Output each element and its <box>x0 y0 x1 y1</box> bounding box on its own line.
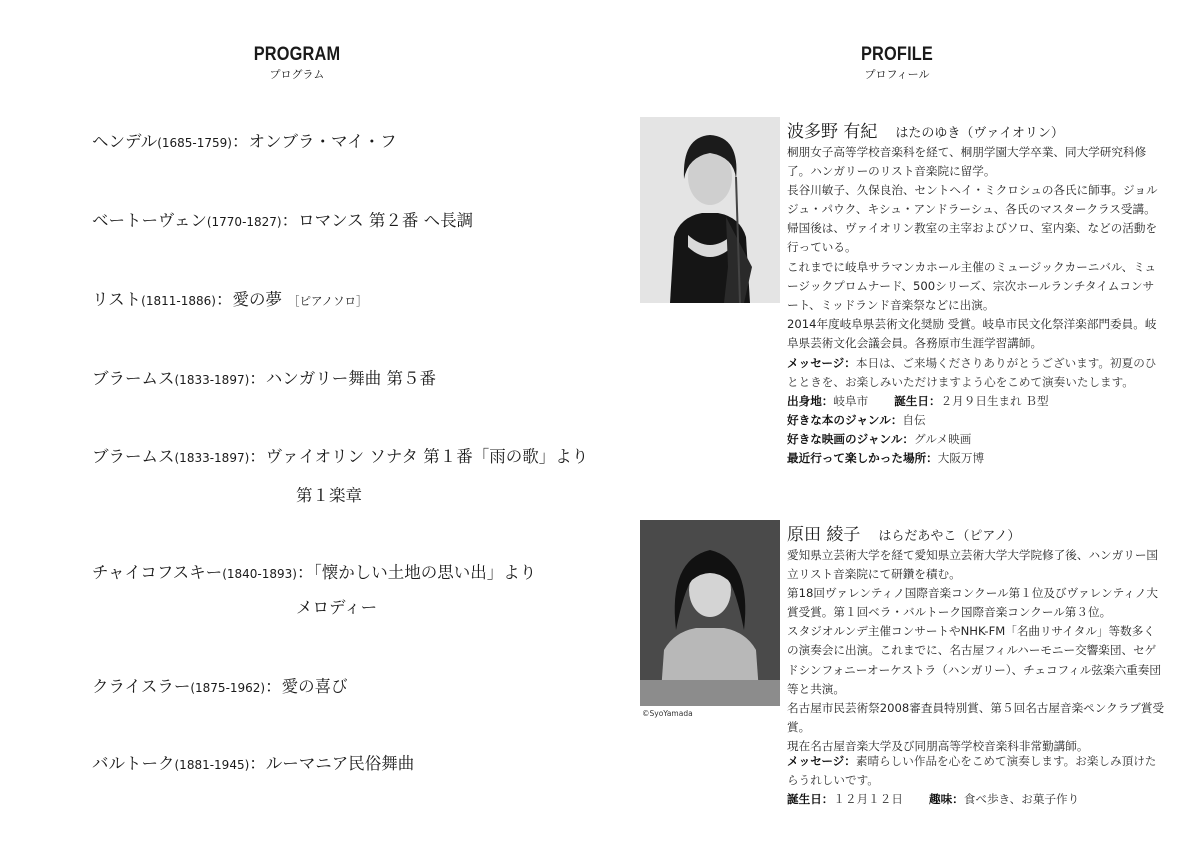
program-item <box>92 286 368 310</box>
fact-label: 誕生日： <box>894 394 941 409</box>
message-text: 素晴らしい作品を心をこめて演奏します。お楽しみ頂けたらうれしいです。 <box>787 754 1157 788</box>
program-item <box>92 365 436 389</box>
bio-paragraph: 愛知県立芸術大学を経て愛知県立芸術大学大学院修了後、ハンガリー国立リスト音楽院にて研鑽を積む。 <box>787 548 1159 582</box>
composer: バルトーク <box>92 754 175 773</box>
performer-facts <box>787 354 1165 469</box>
composer: ブラームス <box>92 369 175 388</box>
piece-title: ：「懐かしい土地の思い出」より <box>296 563 537 582</box>
composer-years: (1840-1893) <box>222 567 297 581</box>
performer-name: 原田 綾子 <box>787 525 861 545</box>
performer-reading: はらだあやこ（ピアノ） <box>878 529 1021 544</box>
performer-facts <box>787 752 1165 809</box>
program-item <box>92 128 397 152</box>
fact-row <box>787 411 1165 430</box>
fact-value: 食べ歩き、お菓子作り <box>963 792 1080 807</box>
fact-value: グルメ映画 <box>914 432 972 447</box>
program-heading-ja: プログラム <box>269 68 325 81</box>
fact-label: 好きな映画のジャンル： <box>787 432 915 447</box>
piece-continuation: メロディー <box>296 598 378 617</box>
photo-credit: ©SyoYamada <box>642 709 693 718</box>
profile-heading <box>797 44 997 82</box>
bio-paragraph: 桐朋女子高等学校音楽科を経て、桐朋学園大学卒業、同大学研究科修了。ハンガリーのリスト音楽院に留学。 <box>787 145 1147 179</box>
composer-years: (1881-1945) <box>174 758 250 772</box>
composer-years: (1875-1962) <box>190 681 266 695</box>
performer-bio <box>787 143 1165 353</box>
composer: ブラームス <box>92 447 175 466</box>
fact-label: 好きな本のジャンル： <box>787 413 903 428</box>
performer-bio <box>787 546 1165 756</box>
program-item <box>92 673 348 697</box>
fact-row <box>787 790 1165 809</box>
program-heading <box>197 44 397 82</box>
fact-label: 最近行って楽しかった場所： <box>787 451 938 466</box>
pianist-portrait-icon <box>640 520 780 706</box>
bio-paragraph: スタジオルンデ主催コンサートやNHK-FM「名曲リサイタル」等数多くの演奏会に出演。これまでに、名古屋フィルハーモニー交響楽団、セゲドシンフォニーオーケストラ（ハンガリー）、チェコフィル弦楽六重奏団等と共演。 <box>787 624 1161 696</box>
profile-heading-ja: プロフィール <box>864 68 930 81</box>
composer: クライスラー <box>92 677 191 696</box>
violinist-portrait-icon <box>640 117 780 303</box>
bio-paragraph: 帰国後は、ヴァイオリン教室の主宰およびソロ、室内楽、などの活動を行っている。 <box>787 221 1158 255</box>
profile-name <box>787 117 1064 142</box>
bio-paragraph: 長谷川敏子、久保良治、セントヘイ・ミクロシュの各氏に師事。ジョルジュ・パウク、キシュ・アンドラーシュ、各氏のマスタークラス受講。 <box>787 183 1158 217</box>
program-heading-en: PROGRAM <box>253 44 341 65</box>
bio-paragraph: 現在名古屋音楽大学及び同朋高等学校音楽科非常勤講師。 <box>787 738 1089 753</box>
violinist-photo <box>640 117 780 303</box>
fact-value: 自伝 <box>902 413 926 428</box>
message-label: メッセージ： <box>787 356 856 370</box>
composer: チャイコフスキー <box>92 563 223 582</box>
composer-years: (1685-1759) <box>157 136 232 150</box>
composer: リスト <box>92 290 142 309</box>
composer: ベートーヴェン <box>92 211 207 230</box>
composer-years: (1770-1827) <box>206 215 282 229</box>
piece-title: ：ハンガリー舞曲 第５番 <box>249 369 437 388</box>
fact-label: 出身地： <box>787 394 834 409</box>
message <box>787 354 1165 392</box>
bio-paragraph: これまでに岐阜サラマンカホール主催のミュージックカーニバル、ミュージックプロムナード、500シリーズ、宗次ホールランチタイムコンサート、ミッドランド音楽祭などに出演。 <box>787 259 1157 312</box>
composer: ヘンデル <box>92 132 158 151</box>
fact-label: 趣味： <box>928 792 964 807</box>
program-item <box>92 750 414 774</box>
bio-paragraph: 2014年度岐阜県芸術文化奨励 受賞。岐阜市民文化祭洋楽部門委員。岐阜県芸術文化会議会員。各務原市生涯学習講師。 <box>787 316 1157 350</box>
fact-value: 大阪万博 <box>937 451 985 466</box>
piece-title: ：愛の喜び <box>265 677 348 696</box>
pianist-photo <box>640 520 780 706</box>
piece-title: ：ルーマニア民俗舞曲 <box>249 754 415 773</box>
message-label: メッセージ： <box>787 754 856 768</box>
bio-paragraph: 第18回ヴァレンティノ国際音楽コンクール第１位及びヴァレンティノ大賞受賞。第１回ベラ・バルトーク国際音楽コンクール第３位。 <box>787 586 1159 620</box>
composer-years: (1833-1897) <box>174 373 250 387</box>
performer-reading: はたのゆき（ヴァイオリン） <box>895 126 1064 141</box>
piece-note: ［ピアノソロ］ <box>287 294 368 308</box>
fact-value: １２月１２日 <box>833 792 903 807</box>
piece-title: ：ヴァイオリン ソナタ 第１番「雨の歌」より <box>249 447 589 466</box>
fact-value: 岐阜市 <box>833 394 869 409</box>
profile-name <box>787 520 1020 545</box>
piece-title: ：オンブラ・マイ・フ <box>231 132 397 151</box>
message-text: 本日は、ご来場くださりありがとうございます。初夏のひとときを、お楽しみいただけますよう心をこめて演奏いたします。 <box>787 356 1157 390</box>
fact-row <box>787 392 1165 411</box>
program-item <box>92 207 473 231</box>
fact-label: 誕生日： <box>787 792 834 807</box>
piece-title: ：ロマンス 第２番 ヘ長調 <box>281 211 474 230</box>
fact-value: ２月９日生まれ Ｂ型 <box>940 394 1049 409</box>
piece-title: ：愛の夢 <box>215 290 282 309</box>
bio-paragraph: 名古屋市民芸術祭2008審査員特別賞、第５回名古屋音楽ペンクラブ賞受賞。 <box>787 700 1165 734</box>
profile-heading-en: PROFILE <box>860 44 934 65</box>
fact-row <box>787 449 1165 468</box>
program-item <box>92 443 588 467</box>
composer-years: (1811-1886) <box>141 294 216 308</box>
program-item <box>92 559 536 583</box>
composer-years: (1833-1897) <box>174 451 250 465</box>
piece-continuation: 第１楽章 <box>296 486 362 505</box>
performer-name: 波多野 有紀 <box>787 122 878 142</box>
message <box>787 752 1165 790</box>
fact-row <box>787 430 1165 449</box>
